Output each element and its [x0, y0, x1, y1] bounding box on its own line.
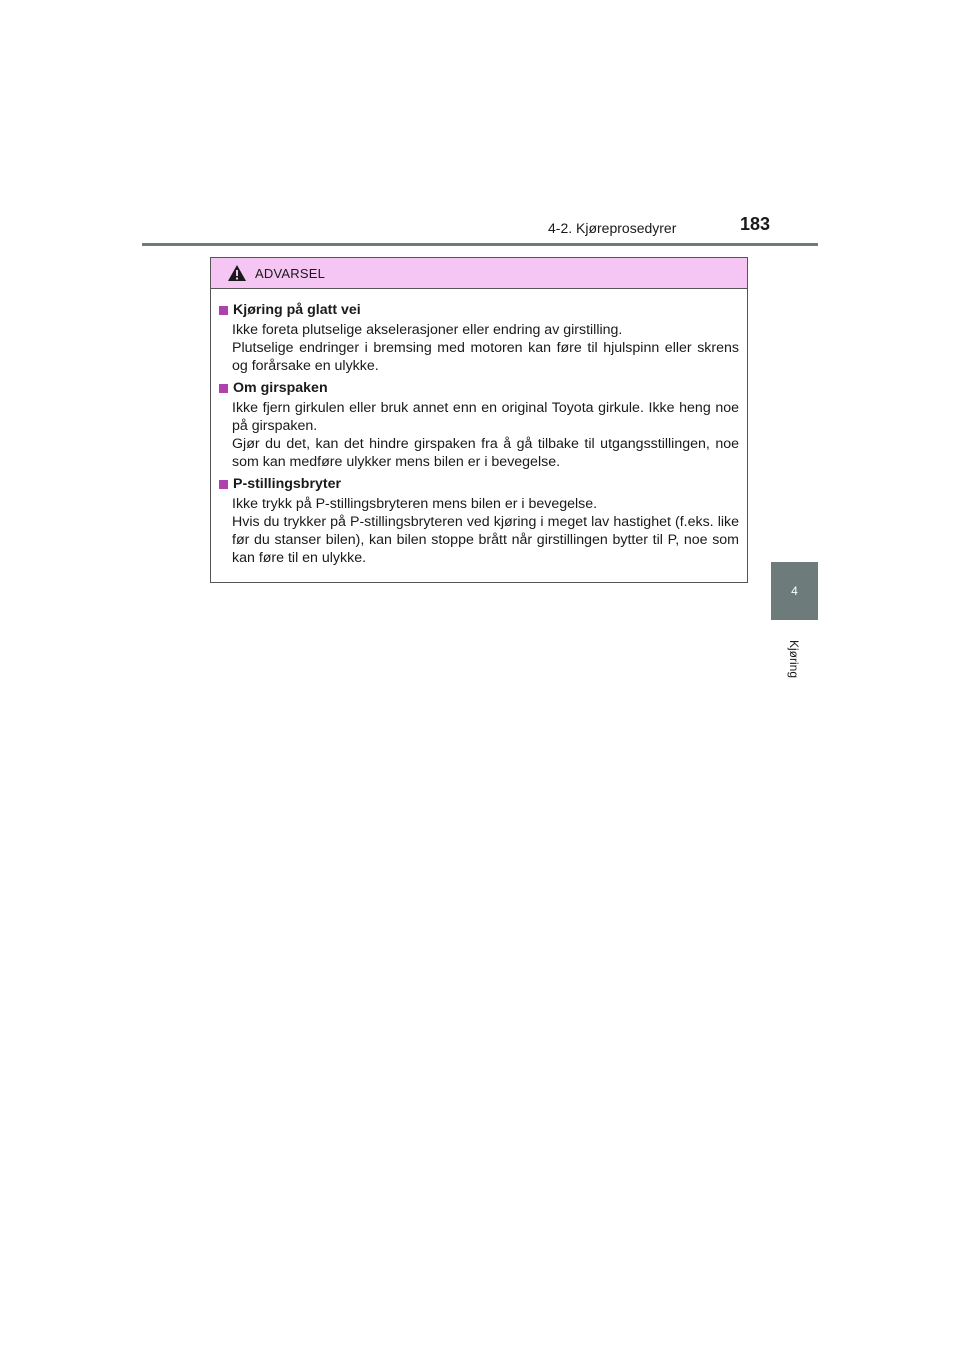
- warning-section-gear-lever: [219, 379, 739, 471]
- section-text: [219, 495, 739, 567]
- section-text: [219, 321, 739, 375]
- warning-title: ADVARSEL: [255, 265, 325, 281]
- warning-section-p-switch: [219, 475, 739, 567]
- paragraph: Ikke trykk på P-stillingsbryteren mens bilen er i bevegelse.: [232, 496, 598, 512]
- section-heading: [219, 475, 739, 493]
- page-number: 183: [740, 214, 771, 234]
- warning-box: [210, 257, 748, 583]
- chapter-number: 4: [791, 584, 798, 598]
- paragraph: Plutselige endringer i bremsing med motoren kan føre til hjulspinn eller skrens og forårsake en ulykke.: [232, 340, 739, 374]
- section-heading: [219, 379, 739, 397]
- paragraph: Ikke fjern girkulen eller bruk annet enn en original Toyota girkule. Ikke heng noe på girspaken.: [232, 400, 739, 434]
- paragraph: Gjør du det, kan det hindre girspaken fra å gå tilbake til utgangsstillingen, noe som kan medføre ulykker mens bilen er i bevegelse.: [232, 436, 739, 470]
- square-bullet-icon: [219, 384, 228, 393]
- paragraph: Ikke foreta plutselige akselerasjoner eller endring av girstilling.: [232, 322, 623, 338]
- square-bullet-icon: [219, 480, 228, 489]
- warning-section-slippery-road: [219, 301, 739, 375]
- section-heading-text: Kjøring på glatt vei: [233, 302, 361, 318]
- section-heading-text: Om girspaken: [233, 380, 328, 396]
- section-heading: [219, 301, 739, 319]
- header-divider: [142, 243, 818, 246]
- warning-triangle-icon: [227, 264, 247, 282]
- section-title: 4-2. Kjøreprosedyrer: [548, 220, 677, 236]
- section-text: [219, 399, 739, 471]
- warning-body: [211, 289, 747, 567]
- section-heading-text: P-stillingsbryter: [233, 476, 342, 492]
- chapter-label: Kjøring: [787, 639, 801, 679]
- square-bullet-icon: [219, 306, 228, 315]
- warning-header: [211, 258, 747, 289]
- paragraph: Hvis du trykker på P-stillingsbryteren ved kjøring i meget lav hastighet (f.eks. like før du stanser bilen), kan bilen stoppe brått når girstillingen bytter til P, noe som kan føre til en ulykke.: [232, 514, 739, 566]
- chapter-tab: [771, 562, 818, 620]
